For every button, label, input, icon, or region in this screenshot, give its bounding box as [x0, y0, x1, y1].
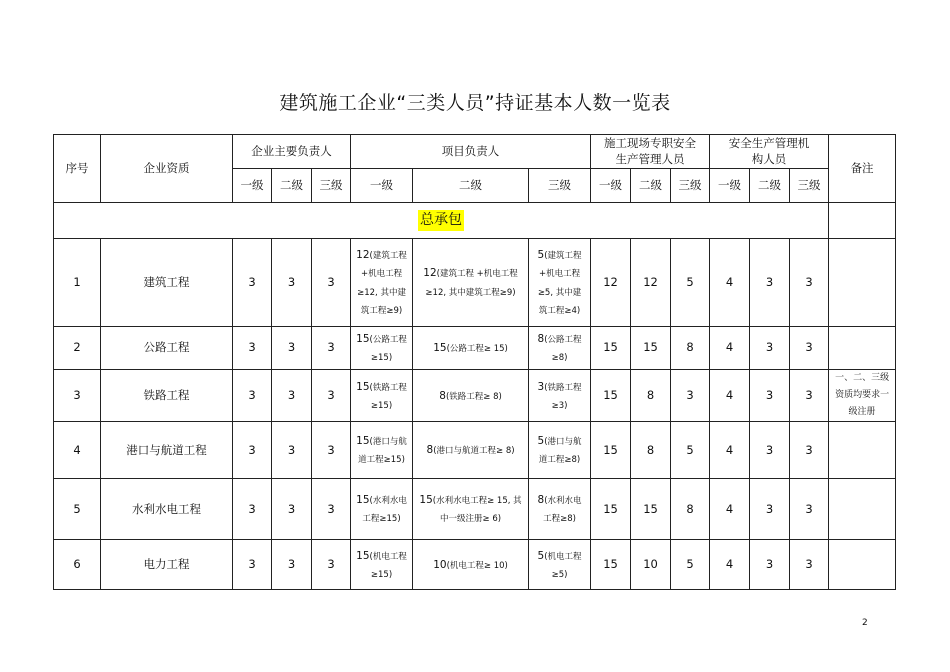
- header-row-1: [54, 135, 896, 169]
- row-note: [829, 540, 896, 590]
- table-row: [54, 479, 896, 540]
- project-level2-count: 10: [433, 558, 447, 571]
- project-level1-condition: (铁路工程≥15): [369, 382, 407, 411]
- header-main-level1: 一级: [233, 169, 272, 203]
- table-row: [54, 327, 896, 370]
- main-level1-count: 3: [233, 239, 272, 327]
- project-level2: [413, 540, 529, 590]
- project-level3: [529, 239, 591, 327]
- row-qualification: 铁路工程: [101, 370, 233, 422]
- onsite-level3-count: 5: [671, 422, 710, 479]
- project-level3-count: 5: [537, 549, 545, 562]
- org-level1-count: 4: [710, 479, 750, 540]
- table-row: [54, 540, 896, 590]
- org-level1-count: 4: [710, 422, 750, 479]
- row-seq: 6: [54, 540, 101, 590]
- header-project-level1: 一级: [351, 169, 413, 203]
- section-row: [54, 203, 896, 239]
- main-level2-count: 3: [272, 239, 312, 327]
- personnel-table: [53, 134, 896, 590]
- org-level2-count: 3: [750, 327, 790, 370]
- main-level3-count: 3: [312, 239, 351, 327]
- org-level3-count: 3: [790, 479, 829, 540]
- onsite-level1-count: 15: [591, 370, 631, 422]
- header-org-level3: 三级: [790, 169, 829, 203]
- project-level1: [351, 370, 413, 422]
- row-qualification: 水利水电工程: [101, 479, 233, 540]
- org-level2-count: 3: [750, 479, 790, 540]
- onsite-level1-count: 15: [591, 422, 631, 479]
- project-level3-count: 8: [537, 332, 545, 345]
- onsite-level3-count: 3: [671, 370, 710, 422]
- onsite-level2-count: 15: [631, 327, 671, 370]
- section-note-cell: [829, 203, 896, 239]
- project-level3: [529, 370, 591, 422]
- onsite-level1-count: 15: [591, 540, 631, 590]
- project-level1-condition: (公路工程≥15): [369, 334, 407, 363]
- main-level3-count: 3: [312, 479, 351, 540]
- project-level2: [413, 327, 529, 370]
- onsite-level2-count: 8: [631, 370, 671, 422]
- org-level2-count: 3: [750, 370, 790, 422]
- row-seq: 4: [54, 422, 101, 479]
- table-row: [54, 370, 896, 422]
- main-level2-count: 3: [272, 422, 312, 479]
- project-level1-condition: (机电工程≥15): [369, 551, 407, 580]
- table-row: [54, 239, 896, 327]
- project-level3-condition: (铁路工程≥3): [544, 382, 582, 411]
- project-level2-condition: (机电工程≥ 10): [446, 560, 508, 571]
- header-qualification: 企业资质: [101, 135, 233, 203]
- project-level2: [413, 370, 529, 422]
- onsite-level1-count: 15: [591, 327, 631, 370]
- row-qualification: 公路工程: [101, 327, 233, 370]
- project-level2-condition: (水利水电工程≥ 15, 其中一级注册≥ 6): [432, 496, 522, 525]
- header-onsite-safety: 施工现场专职安全生产管理人员: [591, 135, 710, 169]
- row-note: [829, 239, 896, 327]
- main-level2-count: 3: [272, 540, 312, 590]
- row-seq: 3: [54, 370, 101, 422]
- project-level1: [351, 479, 413, 540]
- org-level3-count: 3: [790, 239, 829, 327]
- main-level2-count: 3: [272, 370, 312, 422]
- org-level2-count: 3: [750, 239, 790, 327]
- project-level2-condition: (铁路工程≥ 8): [445, 391, 502, 402]
- header-project-level2: 二级: [413, 169, 529, 203]
- onsite-level2-count: 15: [631, 479, 671, 540]
- personnel-table-container: [53, 134, 895, 590]
- project-level2-count: 12: [423, 267, 437, 280]
- row-qualification: 电力工程: [101, 540, 233, 590]
- org-level2-count: 3: [750, 422, 790, 479]
- project-level1-condition: (水利水电工程≥15): [362, 496, 407, 525]
- project-level3: [529, 540, 591, 590]
- org-level1-count: 4: [710, 540, 750, 590]
- onsite-level3-count: 5: [671, 540, 710, 590]
- project-level1: [351, 239, 413, 327]
- row-qualification: 建筑工程: [101, 239, 233, 327]
- project-level1-count: 15: [356, 380, 370, 393]
- project-level2-condition: (港口与航道工程≥ 8): [433, 446, 515, 457]
- header-project-level3: 三级: [529, 169, 591, 203]
- main-level3-count: 3: [312, 370, 351, 422]
- section-label: 总承包: [418, 210, 464, 231]
- org-level3-count: 3: [790, 327, 829, 370]
- org-level1-count: 4: [710, 239, 750, 327]
- data-rows: [54, 239, 896, 590]
- project-level2-count: 15: [433, 341, 447, 354]
- org-level3-count: 3: [790, 540, 829, 590]
- section-cell: [54, 203, 829, 239]
- main-level1-count: 3: [233, 370, 272, 422]
- project-level1: [351, 422, 413, 479]
- project-level1-count: 15: [356, 435, 370, 448]
- project-level2-count: 8: [439, 389, 446, 402]
- onsite-level1-count: 12: [591, 239, 631, 327]
- project-level3-condition: (公路工程≥8): [544, 334, 582, 363]
- header-onsite-level2: 二级: [631, 169, 671, 203]
- project-level3: [529, 422, 591, 479]
- header-main-leader: 企业主要负责人: [233, 135, 351, 169]
- org-level1-count: 4: [710, 327, 750, 370]
- main-level1-count: 3: [233, 479, 272, 540]
- project-level3-count: 8: [537, 494, 545, 507]
- table-row: [54, 422, 896, 479]
- header-org-level2: 二级: [750, 169, 790, 203]
- onsite-level3-count: 8: [671, 327, 710, 370]
- org-level3-count: 3: [790, 422, 829, 479]
- project-level2-count: 8: [426, 444, 434, 457]
- project-level2-condition: (建筑工程 +机电工程≥12, 其中建筑工程≥9): [425, 269, 518, 298]
- onsite-level2-count: 10: [631, 540, 671, 590]
- project-level3-condition: (港口与航道工程≥8): [538, 437, 582, 466]
- row-note: [829, 422, 896, 479]
- row-note: [829, 327, 896, 370]
- row-qualification: 港口与航道工程: [101, 422, 233, 479]
- main-level1-count: 3: [233, 540, 272, 590]
- project-level1-count: 12: [356, 249, 370, 262]
- project-level2: [413, 239, 529, 327]
- header-note: 备注: [829, 135, 896, 203]
- onsite-level3-count: 8: [671, 479, 710, 540]
- header-main-level3: 三级: [312, 169, 351, 203]
- row-seq: 1: [54, 239, 101, 327]
- project-level1-count: 15: [356, 332, 370, 345]
- project-level1-count: 15: [356, 549, 370, 562]
- header-onsite-level1: 一级: [591, 169, 631, 203]
- main-level2-count: 3: [272, 479, 312, 540]
- row-note: 一、二、三级资质均要求一级注册: [829, 370, 896, 422]
- project-level1-condition: (建筑工程+机电工程≥12, 其中建筑工程≥9): [357, 251, 407, 316]
- header-onsite-level3: 三级: [671, 169, 710, 203]
- org-level1-count: 4: [710, 370, 750, 422]
- onsite-level3-count: 5: [671, 239, 710, 327]
- main-level3-count: 3: [312, 422, 351, 479]
- project-level3-count: 5: [537, 249, 545, 262]
- project-level3: [529, 479, 591, 540]
- main-level1-count: 3: [233, 422, 272, 479]
- project-level1-count: 15: [356, 494, 370, 507]
- project-level2-condition: (公路工程≥ 15): [446, 343, 508, 354]
- main-level2-count: 3: [272, 327, 312, 370]
- header-safety-org: 安全生产管理机构人员: [710, 135, 829, 169]
- project-level3-count: 3: [537, 380, 545, 393]
- page-number: 2: [862, 618, 868, 628]
- project-level1: [351, 327, 413, 370]
- header-seq: 序号: [54, 135, 101, 203]
- onsite-level2-count: 12: [631, 239, 671, 327]
- project-level3-condition: (水利水电工程≥8): [543, 496, 582, 525]
- project-level2-count: 15: [419, 494, 433, 507]
- onsite-level1-count: 15: [591, 479, 631, 540]
- project-level3-condition: (机电工程≥5): [544, 551, 582, 580]
- document-title: 建筑施工企业“三类人员”持证基本人数一览表: [279, 92, 671, 114]
- header-main-level2: 二级: [272, 169, 312, 203]
- org-level2-count: 3: [750, 540, 790, 590]
- project-level3-count: 5: [537, 435, 545, 448]
- main-level3-count: 3: [312, 540, 351, 590]
- row-seq: 2: [54, 327, 101, 370]
- main-level3-count: 3: [312, 327, 351, 370]
- row-note: [829, 479, 896, 540]
- project-level2: [413, 479, 529, 540]
- org-level3-count: 3: [790, 370, 829, 422]
- header-project-leader: 项目负责人: [351, 135, 591, 169]
- project-level3-condition: (建筑工程+机电工程≥5, 其中建筑工程≥4): [537, 251, 582, 316]
- header-org-level1: 一级: [710, 169, 750, 203]
- project-level1-condition: (港口与航道工程≥15): [358, 437, 407, 466]
- onsite-level2-count: 8: [631, 422, 671, 479]
- project-level1: [351, 540, 413, 590]
- main-level1-count: 3: [233, 327, 272, 370]
- project-level2: [413, 422, 529, 479]
- row-seq: 5: [54, 479, 101, 540]
- project-level3: [529, 327, 591, 370]
